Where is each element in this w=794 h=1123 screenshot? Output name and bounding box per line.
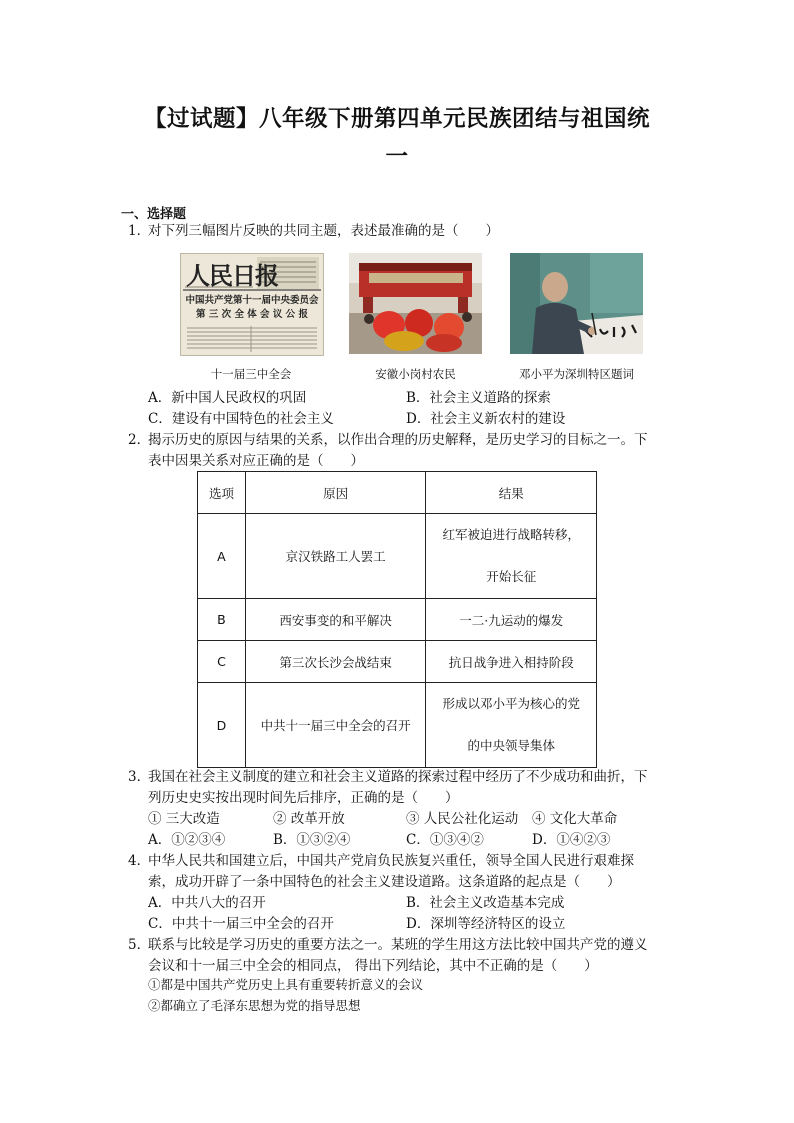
page-title-line-1: 【过试题】八年级下册第四单元民族团结与祖国统: [143, 106, 650, 132]
question-number: 2．: [128, 432, 151, 448]
newspaper-masthead: 人民日报: [186, 261, 278, 290]
caption-third-plenum: 十一届三中全会: [210, 367, 292, 381]
result-line-2: 的中央领导集体: [467, 738, 555, 753]
table-row: [198, 641, 597, 683]
option-a[interactable]: A．①②③④: [148, 832, 226, 848]
question-number: 4．: [128, 853, 151, 869]
table-cell-option: B: [198, 599, 246, 641]
event-item: ③ 人民公社化运动: [406, 811, 519, 827]
question-text-line-1: 联系与比较是学习历史的重要方法之一。某班的学生用这方法比较中国共产党的遵义: [148, 937, 648, 953]
question-text-line-2: 会议和十一届三中全会的相同点， 得出下列结论，其中不正确的是（ ）: [148, 958, 598, 974]
question-text-line-2: 表中因果关系对应正确的是（ ）: [148, 453, 364, 469]
page-title-line-2: 一: [385, 144, 409, 170]
question-4-options: [148, 893, 708, 935]
table-row: [198, 683, 597, 768]
table-header: 结果: [426, 472, 597, 514]
question-text-line-1: 中华人民共和国建立后，中国共产党肩负民族复兴重任，领导全国人民进行艰难探: [148, 853, 634, 869]
question-text-line-2: 索，成功开辟了一条中国特色的社会主义建设道路。这条道路的起点是（ ）: [148, 874, 621, 890]
table-header: 原因: [245, 472, 426, 514]
question-text: 对下列三幅图片反映的共同主题，表述最准确的是（ ）: [148, 223, 499, 239]
question-number: 5．: [128, 937, 151, 953]
table-row: [198, 514, 597, 599]
option-b[interactable]: B．①③②④: [273, 832, 351, 848]
question-text-line-2: 列历史史实按出现时间先后排序，正确的是（ ）: [148, 790, 459, 806]
table-cell-cause: 中共十一届三中全会的召开: [245, 683, 426, 768]
event-item: ④ 文化大革命: [532, 811, 618, 827]
option-c[interactable]: C．建设有中国特色的社会主义: [148, 411, 334, 427]
event-item: ① 三大改造: [148, 811, 220, 827]
option-c[interactable]: C．①③④②: [406, 832, 484, 848]
newspaper-headline-2: 第 三 次 全 体 会 议 公 报: [196, 309, 308, 320]
section-heading: 一、选择题: [121, 207, 187, 222]
option-a[interactable]: A．中共八大的召开: [148, 895, 266, 911]
question-number: 1．: [128, 223, 151, 239]
caption-deng-inscription: 邓小平为深圳特区题词: [519, 367, 634, 381]
calligraphy-image: [510, 253, 643, 354]
table-cell-result: [426, 514, 597, 599]
table-cell-result: 一二·九运动的爆发: [426, 599, 597, 641]
cause-effect-table: [197, 471, 597, 768]
question-2: [128, 430, 688, 472]
question-4: [128, 851, 688, 893]
question-1: [128, 221, 688, 242]
question-3-items: [148, 809, 708, 851]
table-cell-option: C: [198, 641, 246, 683]
newspaper-image: [180, 253, 324, 356]
option-a[interactable]: A．新中国人民政权的巩固: [148, 390, 307, 406]
question-1-options: [148, 388, 708, 430]
option-b[interactable]: B．社会主义道路的探索: [406, 390, 551, 406]
page-title: [120, 100, 674, 176]
table-cell-cause: 第三次长沙会战结束: [245, 641, 426, 683]
option-c[interactable]: C．中共十一届三中全会的召开: [148, 916, 334, 932]
result-line-2: 开始长征: [486, 569, 537, 584]
event-item: ② 改革开放: [273, 811, 345, 827]
question-5: [128, 935, 688, 977]
caption-xiaogang-village: 安徽小岗村农民: [375, 367, 456, 381]
question-3: [128, 767, 688, 809]
statement-2: ②都确立了毛泽东思想为党的指导思想: [148, 998, 361, 1013]
table-cell-result: [426, 683, 597, 768]
question-text-line-1: 揭示历史的原因与结果的关系，以作出合理的历史解释，是历史学习的目标之一。下: [148, 432, 648, 448]
option-b[interactable]: B．社会主义改造基本完成: [406, 895, 565, 911]
newspaper-headline-1: 中国共产党第十一届中央委员会: [185, 295, 319, 306]
question-5-statements: [148, 974, 688, 1016]
table-cell-option: D: [198, 683, 246, 768]
table-cell-cause: 西安事变的和平解决: [245, 599, 426, 641]
option-d[interactable]: D．深圳等经济特区的设立: [406, 916, 566, 932]
table-header: 选项: [198, 472, 246, 514]
option-d[interactable]: D．社会主义新农村的建设: [406, 411, 566, 427]
result-line-1: 形成以邓小平为核心的党: [442, 696, 580, 711]
table-cell-result: 抗日战争进入相持阶段: [426, 641, 597, 683]
table-cell-option: A: [198, 514, 246, 599]
option-d[interactable]: D．①④②③: [532, 832, 611, 848]
table-row: [198, 599, 597, 641]
question-text-line-1: 我国在社会主义制度的建立和社会主义道路的探索过程中经历了不少成功和曲折，下: [148, 769, 648, 785]
xiaogang-village-image: [349, 253, 482, 354]
result-line-1: 红军被迫进行战略转移，: [442, 527, 580, 542]
question-number: 3．: [128, 769, 151, 785]
statement-1: ①都是中国共产党历史上具有重要转折意义的会议: [148, 977, 424, 992]
table-header-row: [198, 472, 597, 514]
table-cell-cause: 京汉铁路工人罢工: [245, 514, 426, 599]
